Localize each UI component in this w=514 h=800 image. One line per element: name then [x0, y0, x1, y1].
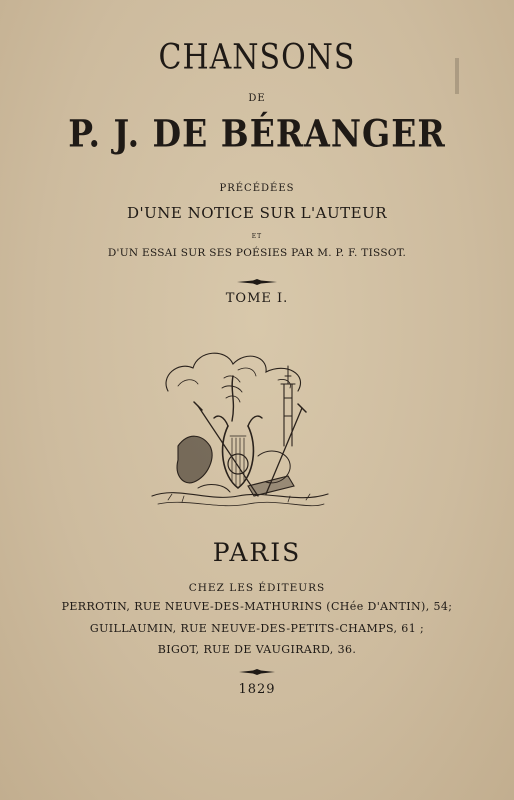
dash-ornament-icon [0, 663, 514, 675]
book-title: CHANSONS [158, 37, 356, 78]
precedees-line: PRÉCÉDÉES [219, 183, 295, 194]
author-name: P. J. DE BÉRANGER [68, 111, 446, 156]
chez-line: CHEZ LES ÉDITEURS [188, 582, 326, 594]
publisher-line: BIGOT, RUE DE VAUGIRARD, 36. [157, 643, 357, 656]
essai-line: D'UN ESSAI SUR SES POÉSIES PAR M. P. F. TISSOT. [107, 247, 407, 259]
et-line: ET [251, 233, 263, 240]
dash-ornament-icon [0, 273, 514, 285]
publisher-line: PERROTIN, RUE NEUVE-DES-MATHURINS (CHée D'ANTIN), 54; [61, 600, 453, 613]
publisher-line: GUILLAUMIN, RUE NEUVE-DES-PETITS-CHAMPS, 61 ; [89, 622, 425, 635]
vignette-lyre-illustration [138, 336, 338, 516]
city-name: PARIS [212, 538, 302, 567]
notice-line: D'UNE NOTICE SUR L'AUTEUR [126, 204, 388, 222]
publication-year: 1829 [238, 682, 276, 697]
title-de: DE [248, 93, 266, 104]
volume-label: TOME I. [225, 291, 289, 306]
